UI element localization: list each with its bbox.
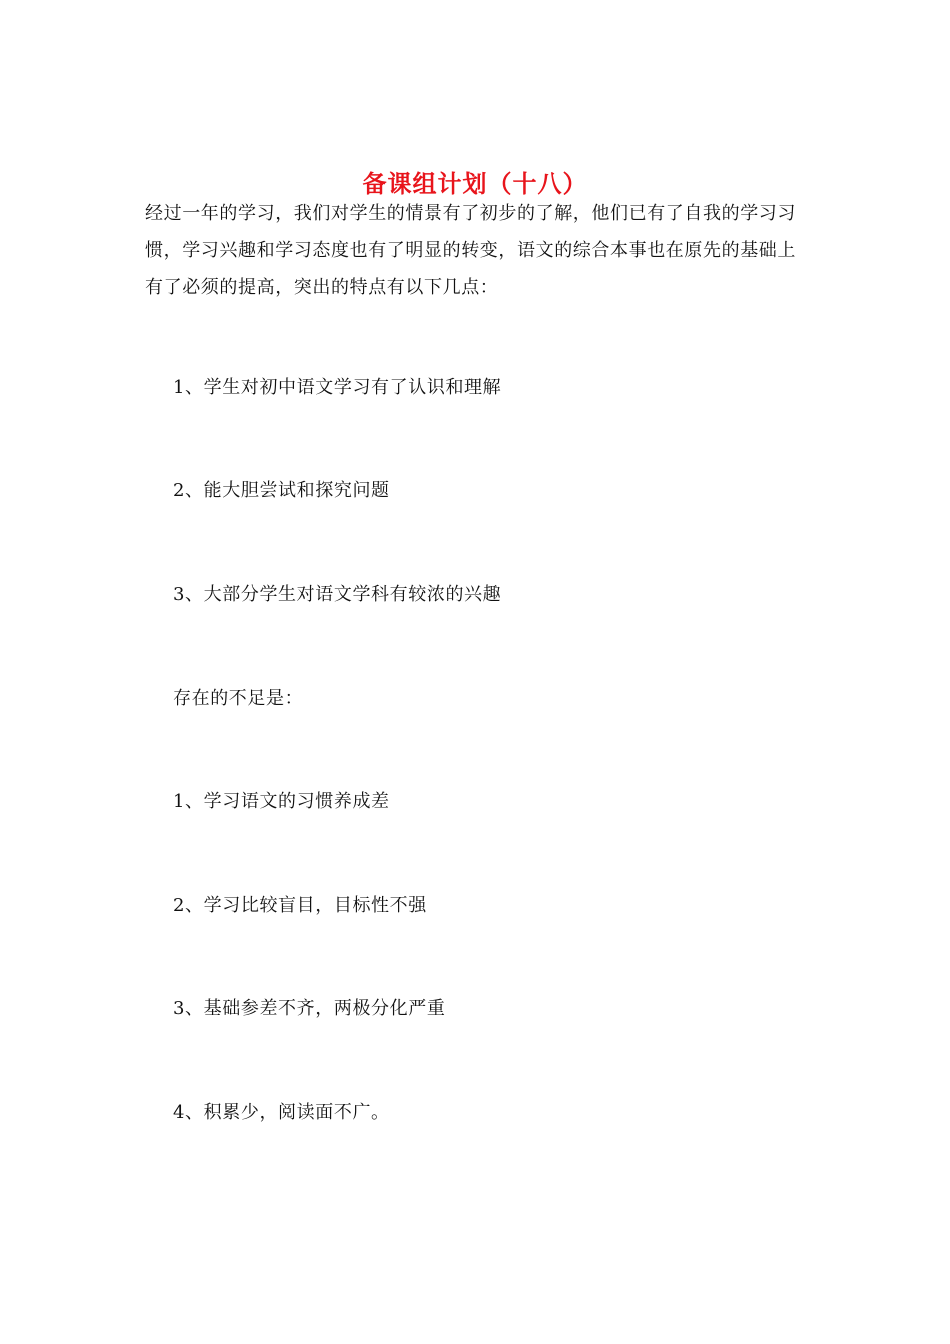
strength-item-1: 1、学生对初中语文学习有了认识和理解 (173, 377, 502, 398)
weakness-item-1: 1、学习语文的习惯养成差 (173, 791, 390, 812)
intro-paragraph: 经过一年的学习，我们对学生的情景有了初步的了解，他们已有了自我的学习习惯，学习兴趣和学习态度也有了明显的转变，语文的综合本事也在原先的基础上有了必须的提高，突出的特点有以下几点： (145, 203, 796, 298)
weakness-item-2: 2、学习比较盲目，目标性不强 (173, 895, 427, 916)
document-title: 备课组计划（十八） (362, 169, 588, 199)
strength-item-3: 3、大部分学生对语文学科有较浓的兴趣 (173, 584, 502, 605)
weakness-item-3: 3、基础参差不齐，两极分化严重 (173, 998, 446, 1019)
strength-item-2: 2、能大胆尝试和探究问题 (173, 480, 390, 501)
weakness-heading: 存在的不足是： (173, 688, 304, 709)
weakness-item-4: 4、积累少，阅读面不广。 (173, 1102, 390, 1123)
